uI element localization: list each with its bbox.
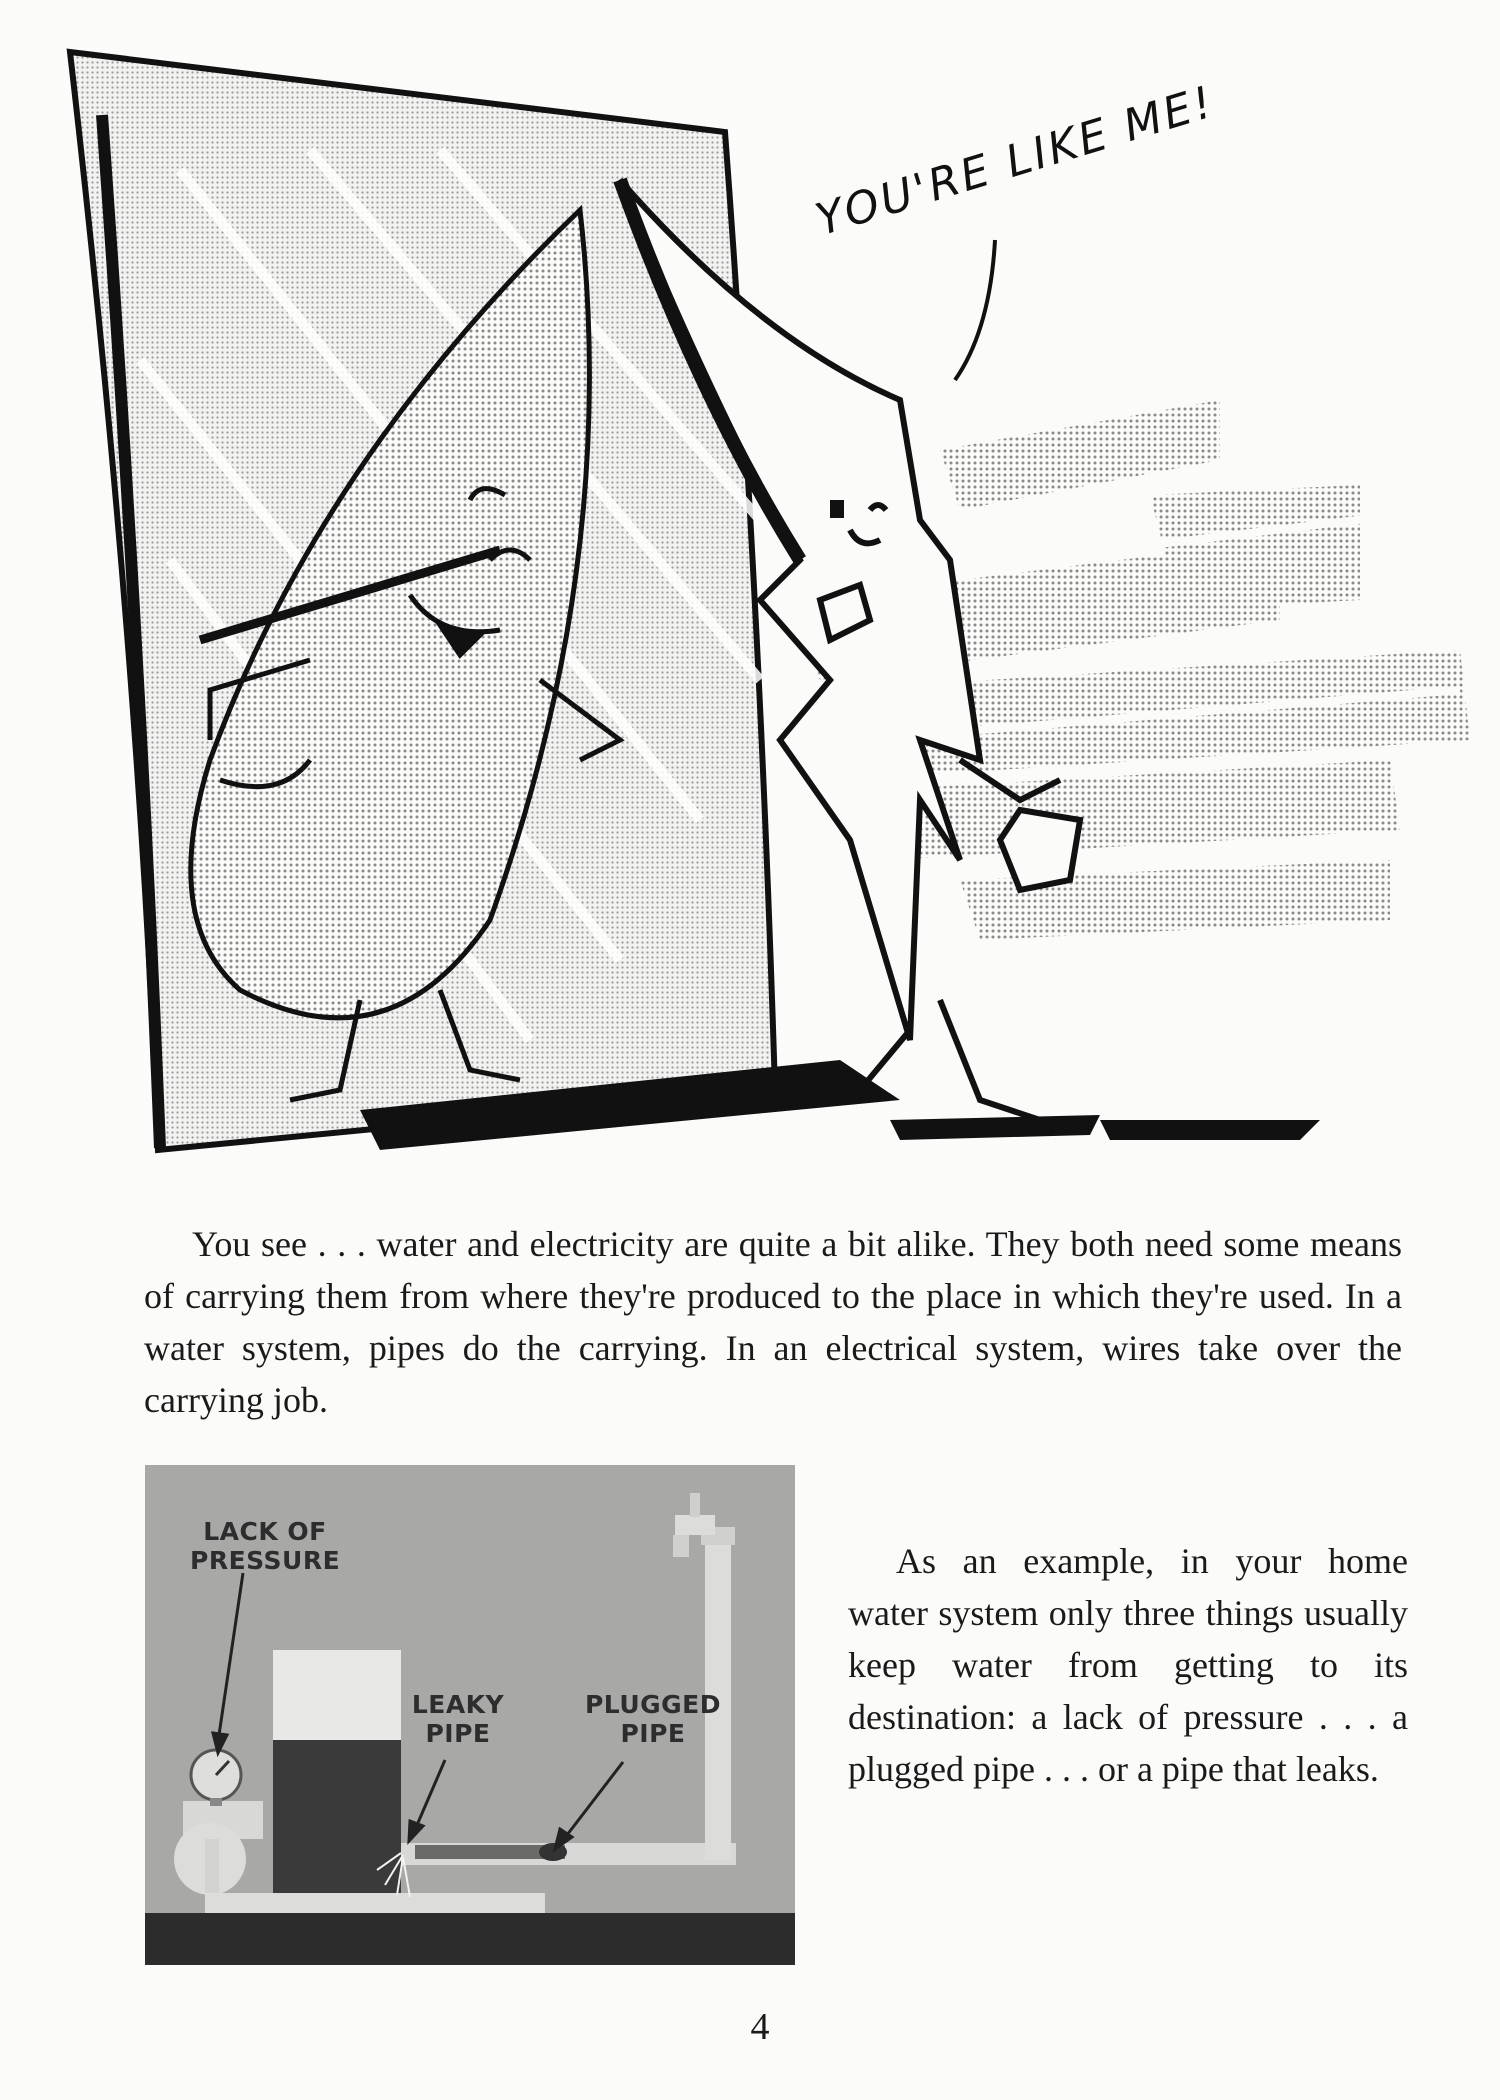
example-paragraph: As an example, in your home water system only three things usually keep water from getting to its destination: a lack of pressure . . . a plugged pipe . . . or a pipe that leaks. — [848, 1541, 1408, 1789]
plugged-pipe-label: PLUGGED PIPE — [584, 1690, 722, 1748]
faucet-icon — [675, 1515, 715, 1535]
tank-water — [273, 1740, 401, 1898]
speech-tail — [955, 240, 995, 380]
water-system-diagram — [145, 1465, 795, 1965]
leaky-pipe-label: LEAKY PIPE — [411, 1690, 505, 1748]
base-pipe — [205, 1893, 545, 1913]
cartoon-illustration — [60, 40, 1480, 1170]
speech-bubble-text: YOU'RE LIKE ME! — [810, 76, 1221, 247]
tank-empty-part — [273, 1650, 401, 1740]
page-number: 4 — [750, 2006, 770, 2048]
intro-paragraph: You see . . . water and electricity are quite a bit alike. They both need some means of carrying them from where they're produced to the place in which they're used. In a water system, pipes do the carrying. In an electrical system, wires take over the carrying job. — [144, 1224, 1402, 1420]
ground — [145, 1913, 795, 1965]
lack-of-pressure-label: LACK OF PRESSURE — [190, 1517, 341, 1575]
